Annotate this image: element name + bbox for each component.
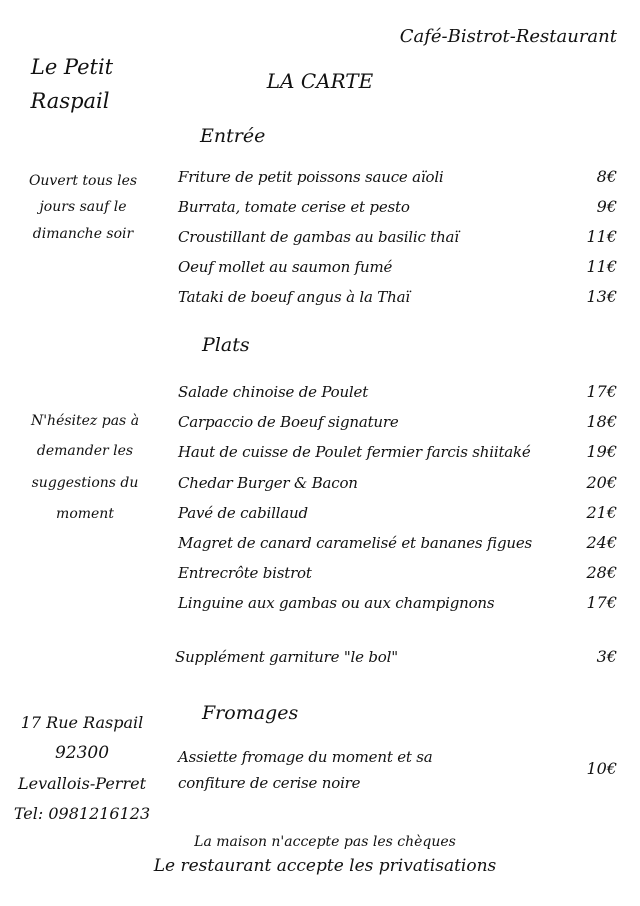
menu-item-price: 18€ bbox=[586, 412, 617, 432]
supplement-name: Supplément garniture "le bol" bbox=[175, 648, 398, 666]
menu-item-price: 17€ bbox=[586, 382, 617, 401]
restaurant-name-line1: Le Petit bbox=[30, 55, 114, 79]
menu-item-name: Magret de canard caramelisé et bananes figues bbox=[178, 534, 532, 552]
address-postcode: 92300 bbox=[54, 743, 110, 763]
menu-item-name: Croustillant de gambas au basilic thaï bbox=[178, 228, 459, 246]
menu-item-price: 11€ bbox=[586, 257, 617, 276]
menu-item-price: 11€ bbox=[586, 227, 617, 246]
menu-item-name: Tataki de boeuf angus à la Thaï bbox=[178, 288, 410, 306]
fromage-name-line2: confiture de cerise noire bbox=[178, 774, 361, 792]
section-title-entree: Entrée bbox=[200, 125, 266, 147]
section-title-plats: Plats bbox=[202, 334, 250, 356]
hours-line: dimanche soir bbox=[32, 226, 134, 242]
menu-item-price: 19€ bbox=[586, 442, 617, 462]
menu-item-price: 9€ bbox=[596, 197, 617, 216]
suggestion-line: suggestions du bbox=[31, 475, 139, 491]
menu-item-price: 24€ bbox=[586, 533, 617, 552]
menu-item-price: 21€ bbox=[586, 502, 617, 522]
menu-item-name: Burrata, tomate cerise et pesto bbox=[178, 198, 410, 216]
suggestion-line: N'hésitez pas à bbox=[30, 413, 140, 429]
menu-item-name: Oeuf mollet au saumon fumé bbox=[178, 258, 393, 276]
supplement-price: 3€ bbox=[596, 647, 617, 666]
menu-item-price: 17€ bbox=[586, 593, 617, 613]
address-street: 17 Rue Raspail bbox=[20, 713, 144, 732]
fromage-price: 10€ bbox=[586, 759, 617, 778]
menu-item-name: Friture de petit poissons sauce aïoli bbox=[178, 168, 444, 186]
tagline: Café-Bistrot-Restaurant bbox=[399, 26, 617, 47]
menu-item-price: 28€ bbox=[586, 563, 617, 583]
menu-item-name: Haut de cuisse de Poulet fermier farcis shiitaké bbox=[178, 443, 531, 462]
footer-privatisation: Le restaurant accepte les privatisations bbox=[153, 856, 497, 876]
suggestion-line: moment bbox=[56, 506, 114, 522]
address-city: Levallois-Perret bbox=[18, 774, 146, 793]
fromage-name-line1: Assiette fromage du moment et sa bbox=[178, 748, 433, 766]
footer-cheques: La maison n'accepte pas les chèques bbox=[194, 834, 456, 850]
page-title: LA CARTE bbox=[266, 69, 374, 93]
menu-item-name: Carpaccio de Boeuf signature bbox=[178, 413, 399, 432]
restaurant-name-line2: Raspail bbox=[30, 89, 110, 113]
section-title-fromages: Fromages bbox=[202, 702, 299, 724]
hours-line: Ouvert tous les bbox=[28, 173, 138, 189]
menu-item-name: Linguine aux gambas ou aux champignons bbox=[178, 594, 495, 613]
hours-line: jours sauf le bbox=[39, 199, 127, 215]
menu-item-name: Entrecrôte bistrot bbox=[178, 564, 312, 583]
phone-number: Tel: 0981216123 bbox=[13, 804, 151, 823]
menu-item-name: Chedar Burger & Bacon bbox=[178, 473, 358, 492]
menu-item-name: Salade chinoise de Poulet bbox=[178, 383, 369, 401]
menu-item-name: Pavé de cabillaud bbox=[178, 503, 308, 522]
menu-item-price: 20€ bbox=[586, 472, 617, 492]
menu-item-price: 8€ bbox=[596, 167, 617, 186]
menu-item-price: 13€ bbox=[586, 287, 617, 306]
suggestion-line: demander les bbox=[36, 443, 134, 459]
